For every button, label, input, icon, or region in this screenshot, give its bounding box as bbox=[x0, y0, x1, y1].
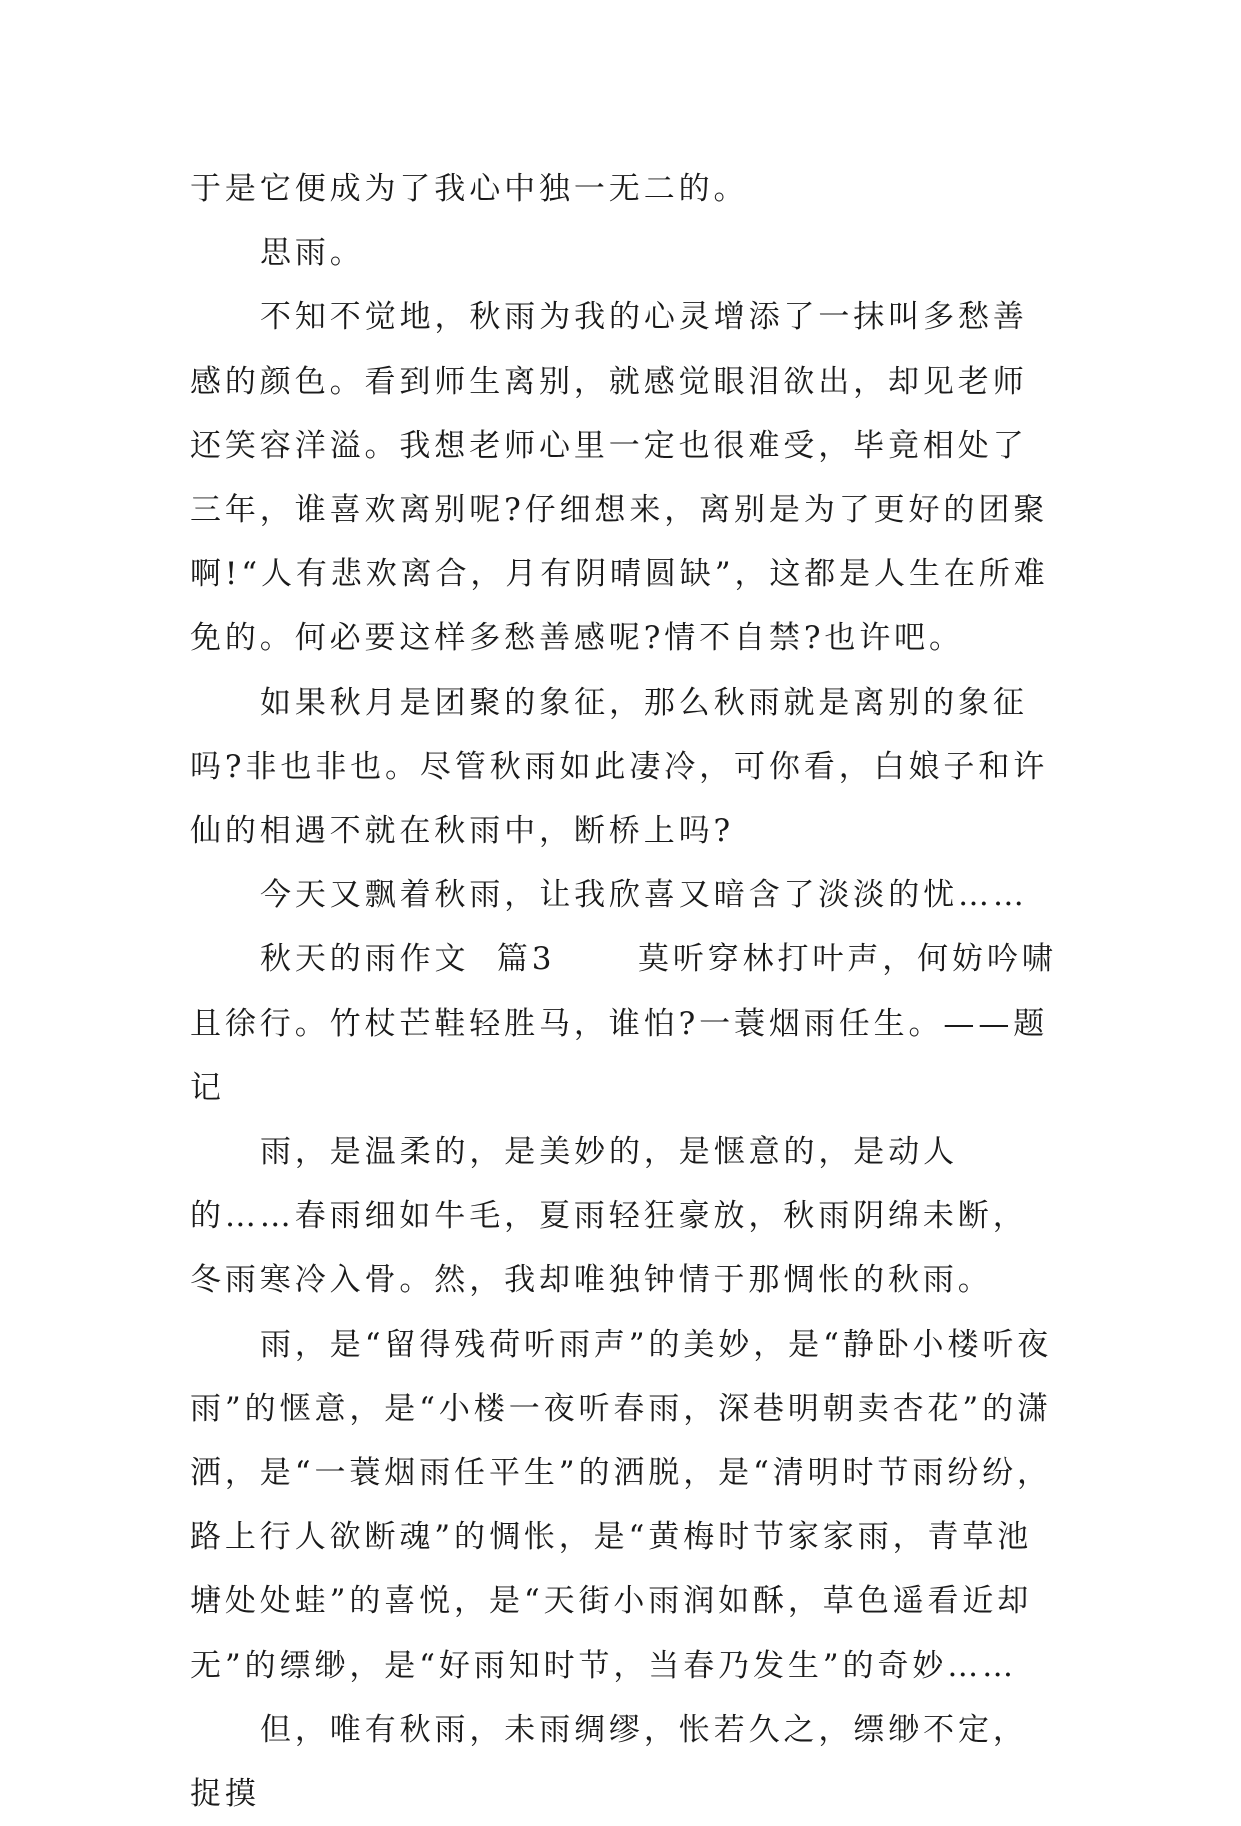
paragraph-7: 雨，是温柔的，是美妙的，是惬意的，是动人的……春雨细如牛毛，夏雨轻狂豪放，秋雨阴绵未断，冬雨寒冷入骨。然，我却唯独钟情于那惆怅的秋雨。 bbox=[190, 1134, 1028, 1299]
section-heading-paragraph: 秋天的雨作文 篇3 莫听穿林打叶声，何妨吟啸且徐行。竹杖芒鞋轻胜马，谁怕?一蓑烟雨任生。——题记 bbox=[190, 941, 1057, 1106]
paragraph-5: 今天又飘着秋雨，让我欣喜又暗含了淡淡的忧…… bbox=[260, 877, 1028, 914]
paragraph-1: 于是它便成为了我心中独一无二的。 bbox=[190, 171, 749, 207]
paragraph-4: 如果秋月是团聚的象征，那么秋雨就是离别的象征吗?非也非也。尽管秋雨如此凄冷，可你看，白娘子和许仙的相遇不就在秋雨中，断桥上吗? bbox=[190, 684, 1049, 850]
paragraph-9: 但，唯有秋雨，未雨绸缪，怅若久之，缥缈不定，捉摸 bbox=[190, 1711, 1028, 1813]
paragraph-8: 雨，是“留得残荷听雨声”的美妙，是“静卧小楼听夜雨”的惬意，是“小楼一夜听春雨，深巷明朝卖杏花”的潇洒，是“一蓑烟雨任平生”的洒脱，是“清明时节雨纷纷，路上行人欲断魂”的惆怅，是“黄梅时节家家雨，青草池塘处处蛙”的喜悦，是“天街小雨润如酥，草色遥看近却无”的缥缈，是“好雨知时节，当春乃发生”的奇妙…… bbox=[190, 1326, 1053, 1684]
paragraph-2: 思雨。 bbox=[260, 235, 365, 272]
essay-body bbox=[190, 157, 1058, 1826]
paragraph-3: 不知不觉地，秋雨为我的心灵增添了一抹叫多愁善感的颜色。看到师生离别，就感觉眼泪欲出，却见老师还笑容洋溢。我想老师心里一定也很难受，毕竟相处了三年，谁喜欢离别呢?仔细想来，离别是为了更好的团聚啊!“人有悲欢离合，月有阴晴圆缺”，这都是人生在所难免的。何必要这样多愁善感呢?情不自禁?也许吧。 bbox=[190, 299, 1049, 657]
